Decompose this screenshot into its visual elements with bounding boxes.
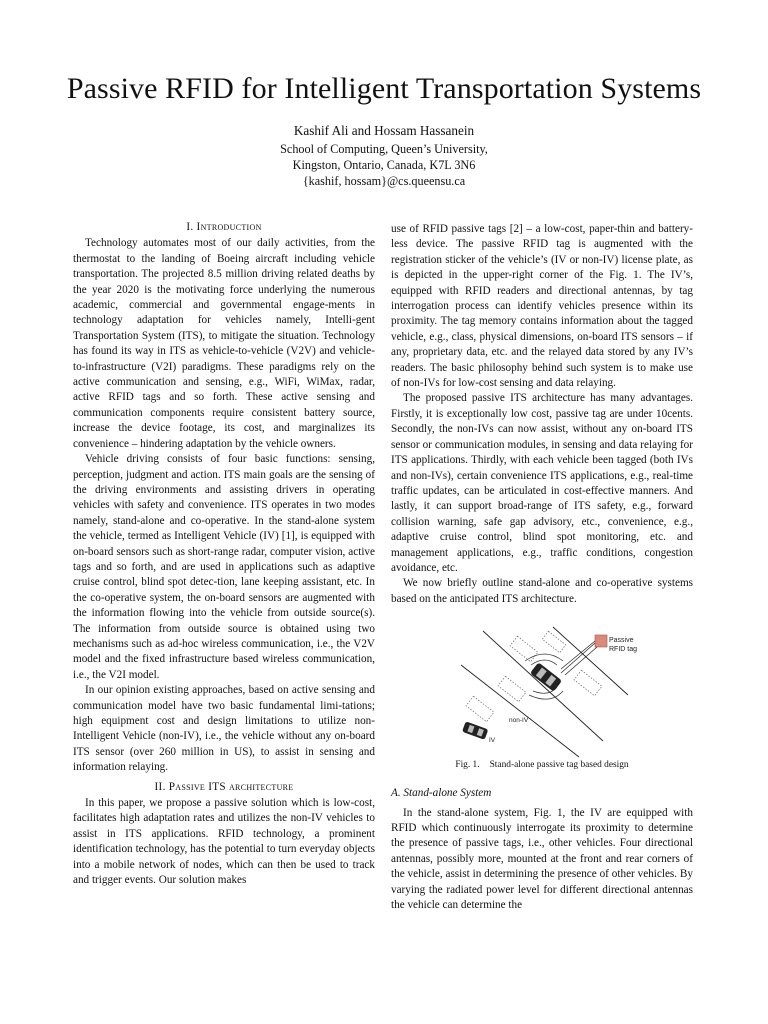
tag-interrogation-lines (561, 641, 597, 675)
passive-its-paragraph-3: The proposed passive ITS architecture has many advantages. Firstly, it is exceptionally low cost, passive tag are under 10cents. Secondly, the non-IVs can now assist, without any on-board ITS sensor or communication modules, in sensing and data relaying for ITS applications. Thirdly, with each vehicle been tagged (both IVs and non-IVs), certain convenience ITS applications, e.g., real-time traffic updates, can be articulated in cost-effective manners. And lastly, it can support broad-range of ITS safety, e.g., forward collision warning, safe gap advisory, etc., convenience, e.g., adaptive cruise control, blind spot monitoring, etc. and management applications, e.g., traffic conditions, congestion avoidance, etc. (391, 392, 693, 574)
figure-1 (391, 625, 693, 757)
iv-car-legend (462, 721, 488, 740)
intro-paragraph-3: In our opinion existing approaches, based on active sensing and communication model have two basic fundamental limi-tations; high equipment cost and design limitations to utilize non-Intelligent Vehicle (non-IV), i.e., the vehicle without any on-board ITS sensor (over 260 million in US), to assist in sensing and information relaying. (73, 684, 375, 774)
figure-1-caption-text: Stand-alone passive tag based design (489, 760, 629, 771)
right-column (391, 222, 693, 913)
passive-its-paragraph-2: use of RFID passive tags [2] – a low-cost, paper-thin and battery-less device. The passive RFID tag is augmented with the registration sticker of the vehicle’s (IV or non-IV) license plate, as is depicted in the upper-right corner of the Fig. 1. The IV’s, equipped with RFID readers and directional antennas, by tag interrogation process can identify vehicles presence within its proximity. The tag memory contains information about the tagged vehicle, e.g., class, physical dimensions, on-board ITS sensors – if any, proprietary data, etc. and the relayed data stored by any IV’s readers. The basic philosophy behind such system is to make use of non-IVs for low-cost sensing and data relaying. (391, 223, 693, 390)
passive-its-heading: II. Passive ITS architecture (154, 780, 294, 793)
iv-car-main (530, 662, 562, 692)
intro-heading: I. Introduction (186, 221, 262, 233)
road-edge-upper (483, 631, 603, 741)
road-edge-lower (461, 665, 579, 757)
passive-its-paragraph-1: In this paper, we propose a passive solution which is low-cost, facilitates high adaptation rates and utilizes the non-IV vehicles to assist in ITS applications. RFID technology, a prominent identification technology, has the potential to turn everyday objects into a mobile network of nodes, which can then be used to track and trigger events. Our solution makes (73, 797, 375, 887)
standalone-diagram (453, 625, 638, 757)
passive-tag-label-2: RFID tag (609, 646, 638, 654)
non-iv-vehicles (466, 631, 602, 721)
non-iv-label: non-IV (509, 717, 529, 725)
affiliation-line-1: School of Computing, Queen’s University, (280, 142, 488, 156)
author-names: Kashif Ali and Hossam Hassanein (293, 123, 475, 138)
iv-label: IV (489, 737, 496, 745)
paper-title: Passive RFID for Intelligent Transportation Systems (66, 72, 702, 105)
standalone-paragraph-1: In the stand-alone system, Fig. 1, the IV are equipped with RFID which continuously interrogate its proximity to determine the presence of passive tags, i.e., other vehicles. Four directional antennas, possibly more, mounted at the front and rear corners of the vehicle, assist in determining the presence of other vehicles. By varying the radiated power level for different directional antennas the vehicle can determine the (391, 806, 693, 911)
author-email: {kashif, hossam}@cs.queensu.ca (302, 174, 466, 188)
intro-paragraph-2: Vehicle driving consists of four basic functions: sensing, perception, judgment and action. ITS main goals are the sensing of the driving environments and assisting drivers in operating vehicles with safety and convenience. ITS operates in two modes namely, stand-alone and co-operative. In the stand-alone system the vehicle, termed as Intelligent Vehicle (IV) [1], is equipped with on-board sensors such as short-range radar, computer vision, active tags and so forth, and are used in applications such as adaptive cruise control, blind spot detec-tion, lane keeping assistant, etc. In the co-operative system, the on-board sensors are augmented with the information flowing into the vehicle from outside source(s). The information from outside source is obtained using two mechanisms such as ad-hoc wireless communication, i.e., the V2V model and the fixed infrastructure based wireless communication, i.e., the V2I model. (73, 453, 375, 681)
passive-rfid-tag-icon (595, 635, 607, 647)
left-column (73, 220, 375, 888)
intro-paragraph-1: Technology automates most of our daily activities, from the thermostat to the landing of Boeing aircraft including vehicle transportation. The projected 8.5 million driving related deaths by the year 2020 is the motivating force underlying the numerous academic, commercial and governmental engage-ments in technology adaptation for vehicles namely, Intelli-gent Transportation System (ITS), to mitigate the situation. Technology has found its way in ITS as vehicle-to-vehicle (V2V) and vehicle-to-infrastructure (V2I) paradigms. These paradigms rely on the active communication and sensing, e.g., WiFi, WiMax, radar, active RFID tags and so forth. These active sensing and communication components require consistent battery source, increase the device footage, its cost, and marginalizes its convenience – hindering adaptation by the vehicle owners. (73, 237, 375, 450)
figure-1-caption-label: Fig. 1. (455, 760, 480, 771)
author-block (0, 123, 768, 189)
passive-its-paragraph-4: We now briefly outline stand-alone and co-operative systems based on the anticipated ITS architecture. (391, 577, 693, 605)
affiliation-line-2: Kingston, Ontario, Canada, K7L 3N6 (292, 158, 476, 172)
figure-1-caption (391, 759, 693, 772)
passive-tag-label-1: Passive (609, 637, 634, 645)
standalone-heading: A. Stand-alone System (391, 787, 492, 800)
